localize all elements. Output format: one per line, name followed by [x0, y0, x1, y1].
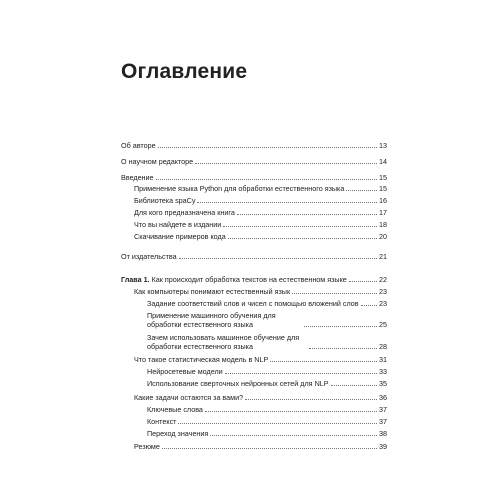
toc-entry	[134, 232, 387, 241]
leader-dots	[349, 281, 377, 282]
toc-page-number: 16	[379, 196, 387, 205]
toc-page-number: 31	[379, 355, 387, 364]
toc-page-number: 23	[379, 287, 387, 296]
toc-entry	[147, 367, 387, 376]
toc-entry-text: От издательства	[121, 252, 177, 261]
leader-dots	[158, 147, 377, 148]
leader-dots	[309, 348, 377, 349]
leader-dots	[205, 411, 377, 412]
toc-entry	[134, 442, 387, 451]
toc-page-number: 15	[379, 173, 387, 182]
toc-entry	[121, 252, 387, 261]
chapter-title: Как происходит обработка текстов на естественном языке	[149, 275, 347, 284]
toc-entry-text: Какие задачи остаются за вами?	[134, 393, 244, 402]
leader-dots	[228, 238, 377, 239]
toc-entry	[147, 405, 387, 414]
toc-page-number: 25	[379, 320, 387, 329]
toc-entry-text: Нейросетевые модели	[147, 367, 223, 376]
toc-page-number: 28	[379, 342, 387, 351]
leader-dots	[197, 202, 377, 203]
toc-entry-text	[121, 275, 347, 284]
toc-entry-text: Контекст	[147, 417, 177, 426]
page-title: Оглавление	[121, 60, 248, 83]
toc-entry-text: Задание соответствий слов и чисел с помощью вложений слов	[147, 299, 359, 308]
toc-entry	[121, 157, 387, 166]
toc-entry-text: Применение языка Python для обработки естественного языка	[134, 184, 345, 193]
toc-page-number: 33	[379, 367, 387, 376]
toc-entry	[134, 184, 387, 193]
toc-page-number: 38	[379, 429, 387, 438]
leader-dots	[225, 373, 377, 374]
leader-dots	[237, 214, 377, 215]
leader-dots	[292, 293, 377, 294]
toc-page-number: 20	[379, 232, 387, 241]
leader-dots	[361, 305, 377, 306]
toc-page-number: 17	[379, 208, 387, 217]
leader-dots	[195, 163, 377, 164]
toc-entry	[147, 299, 387, 308]
leader-dots	[245, 399, 377, 400]
toc-entry-text: Зачем использовать машинное обучение для обработки естественного языка	[147, 333, 300, 351]
leader-dots	[179, 258, 377, 259]
toc-page-number: 15	[379, 184, 387, 193]
toc-entry-text: Как компьютеры понимают естественный язык	[134, 287, 291, 296]
toc-entry-text: Переход значения	[147, 429, 209, 438]
toc-entry	[121, 141, 387, 150]
toc-page-number: 18	[379, 220, 387, 229]
leader-dots	[223, 226, 377, 227]
toc-page-number: 36	[379, 393, 387, 402]
leader-dots	[304, 326, 377, 327]
toc-entry-text: Что такое статистическая модель в NLP	[134, 355, 269, 364]
toc-entry	[134, 208, 387, 217]
leader-dots	[210, 435, 377, 436]
leader-dots	[331, 385, 377, 386]
toc-page-number: 13	[379, 141, 387, 150]
toc-entry	[147, 417, 387, 426]
toc-entry-text: О научном редакторе	[121, 157, 194, 166]
leader-dots	[270, 361, 377, 362]
toc-page-number: 37	[379, 405, 387, 414]
leader-dots	[178, 423, 377, 424]
toc-entry-text: Скачивание примеров кода	[134, 232, 226, 241]
toc-page-number: 21	[379, 252, 387, 261]
toc-page-number: 37	[379, 417, 387, 426]
toc-entry-text: Ключевые слова	[147, 405, 203, 414]
chapter-label: Глава 1.	[121, 275, 150, 284]
toc-entry	[147, 429, 387, 438]
toc-entry-text: Резюме	[134, 442, 160, 451]
toc-page-number: 35	[379, 379, 387, 388]
toc-page-number: 39	[379, 442, 387, 451]
leader-dots	[346, 190, 377, 191]
toc-entry-text: Библиотека spaCy	[134, 196, 196, 205]
toc-entry-text: Применение машинного обучения для обработки естественного языка	[147, 311, 276, 329]
toc-page-number: 14	[379, 157, 387, 166]
toc-page-number: 22	[379, 275, 387, 284]
toc-entry	[134, 287, 387, 296]
toc-page-number: 23	[379, 299, 387, 308]
toc-entry	[147, 379, 387, 388]
toc-entry-text: Введение	[121, 173, 154, 182]
toc-entry-text: Об авторе	[121, 141, 156, 150]
toc-entry	[134, 220, 387, 229]
toc-entry	[134, 393, 387, 402]
toc-chapter-entry	[121, 275, 387, 284]
toc-entry	[147, 311, 387, 329]
leader-dots	[156, 179, 377, 180]
leader-dots	[162, 448, 377, 449]
toc-entry	[147, 333, 387, 351]
toc-entry-text: Использование сверточных нейронных сетей для NLP	[147, 379, 329, 388]
toc-entry-text: Для кого предназначена книга	[134, 208, 235, 217]
toc-entry	[121, 173, 387, 182]
toc-entry-text: Что вы найдете в издании	[134, 220, 222, 229]
toc-entry	[134, 196, 387, 205]
toc-entry	[134, 355, 387, 364]
